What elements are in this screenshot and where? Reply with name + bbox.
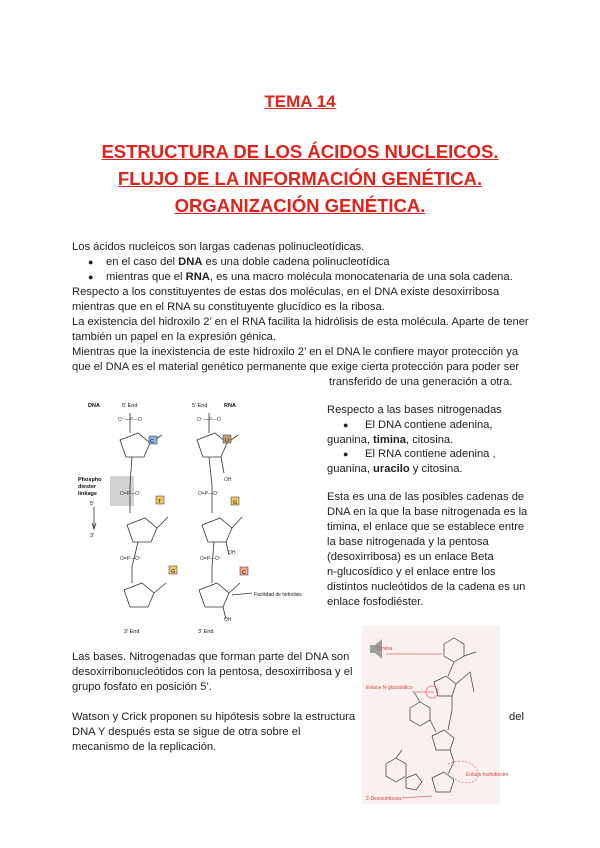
bases-rna-cont: guanina, uracilo y citosina.	[327, 463, 463, 475]
phospho-label: Phospho	[78, 477, 102, 483]
sugar-ring	[197, 433, 227, 457]
sugar-ring	[199, 583, 229, 607]
direction-label: 3'	[90, 533, 95, 539]
base-label: C	[150, 439, 154, 445]
base-label: T	[158, 499, 162, 505]
deoxyribose-label: 2-Desoxirribosa	[366, 796, 402, 802]
heading-line-2: FLUJO DE LA INFORMACIÓN GENÉTICA.	[117, 168, 483, 189]
chain-line: DNA en la que la base nitrogenada es la	[327, 506, 528, 518]
watson-line: Watson y Crick proponen su hipótesis sobre la estructura	[72, 711, 356, 723]
paragraph-line: transferido de una generación a otra.	[329, 376, 513, 388]
bases-dna-cont: guanina, timina, citosina.	[327, 434, 454, 446]
chem-text: OH	[224, 477, 232, 483]
paragraph-line: La existencia del hidroxilo 2’ en el RNA facilita la hidrólisis de esta molécula. Aparte de tener	[72, 316, 529, 328]
chem-text: O=P—O⁻	[198, 491, 220, 497]
rna-label: RNA	[224, 403, 236, 409]
bases-text-line: Las bases. Nitrogenadas que forman parte del DNA son	[72, 651, 350, 663]
chem-text: O⁻—P—O	[197, 417, 221, 423]
chain-line: Esta es una de las posibles cadenas de	[327, 491, 525, 503]
chain-line: enlace fosfodiéster.	[327, 596, 424, 608]
bullet-icon: ●	[343, 449, 349, 459]
chem-text: OH	[224, 617, 232, 623]
base-label: G	[171, 569, 176, 575]
chem-text: O=P—O⁻	[200, 556, 222, 562]
heading-line-1: ESTRUCTURA DE LOS ÁCIDOS NUCLEICOS.	[101, 141, 499, 162]
intro-line: Los ácidos nucleicos son largas cadenas polinucleotídicas.	[72, 241, 365, 253]
phospho-label: linkage	[78, 491, 97, 497]
chain-line: la base nitrogenada y la pentosa	[327, 536, 489, 548]
paragraph-line: que el DNA es el material genético permanente que exige cierta protección para poder ser	[72, 361, 520, 373]
base-label: C	[242, 570, 246, 576]
bullet-icon: ●	[343, 420, 349, 430]
chem-text: O=P—O⁻	[120, 491, 142, 497]
chain-line: timina, el enlace que se establece entre	[327, 521, 525, 533]
bullet-icon: ●	[88, 272, 94, 282]
dna-rna-structure-figure	[72, 395, 322, 645]
paragraph-line: Respecto a los constituyentes de estas dos moléculas, en el DNA existe desoxirribosa	[72, 286, 500, 298]
bases-text-line: desoxirribonucleótidos con la pentosa, desoxirribosa y el	[72, 666, 353, 678]
dna-label: DNA	[88, 403, 100, 409]
bases-title: Respecto a las bases nitrogenadas	[327, 404, 502, 416]
chain-line: n-glucosídico y el enlace entre los	[327, 566, 496, 578]
direction-label: 5'	[90, 501, 95, 507]
sugar-ring	[120, 433, 150, 457]
chain-line: (desoxirribosa) es un enlace Beta	[327, 551, 494, 563]
end-label: 3' End	[124, 629, 140, 635]
end-label: 5' End	[192, 403, 208, 409]
bullet-dna: en el caso del DNA es una doble cadena polinucleotídica	[106, 256, 390, 268]
phosphodiester-label: Enlace fosfodiester	[466, 772, 509, 778]
bases-text-line: grupo fosfato en posición 5’.	[72, 681, 212, 693]
chem-text: O⁻—P—O	[118, 417, 142, 423]
sugar-ring	[124, 583, 154, 607]
chem-text: OH	[228, 550, 236, 556]
n-bond-label: Enlace N-glucosidico	[366, 685, 413, 691]
base-label: G	[233, 500, 238, 506]
end-label: 3' End	[198, 629, 214, 635]
chem-text: O=P—O⁻	[120, 556, 142, 562]
bullet-rna: mientras que el RNA, es una macro molécula monocatenaria de una sola cadena.	[106, 271, 513, 283]
timina-label: Timina	[376, 646, 393, 652]
nucleotide-chain-figure	[362, 626, 509, 804]
heading-line-3: ORGANIZACIÓN GENÉTICA.	[174, 195, 426, 216]
sugar-ring	[127, 518, 157, 542]
base-label: U	[225, 438, 229, 444]
phospho-label: diester	[78, 484, 97, 490]
end-label: 5' End	[122, 403, 138, 409]
bases-dna: El DNA contiene adenina,	[365, 419, 493, 431]
chain-line: distintos nucleótidos de la cadena es un	[327, 581, 526, 593]
bases-rna: El RNA contiene adenina ,	[365, 448, 496, 460]
watson-line: DNA Y después esta se sigue de otra sobre el	[72, 726, 301, 738]
watson-line-end: del	[509, 711, 524, 723]
page-title: TEMA 14	[264, 92, 336, 111]
sugar-ring	[202, 518, 232, 542]
bullet-icon: ●	[88, 257, 94, 267]
hydrolysis-label: Facilidad de hidrolisis	[254, 592, 302, 598]
paragraph-line: también un papel en la expresión génica.	[72, 331, 277, 343]
paragraph-line: Mientras que la inexistencia de este hidroxilo 2’ en el DNA le confiere mayor protección ya	[72, 346, 519, 358]
watson-line: mecanismo de la replicación.	[72, 741, 217, 753]
paragraph-line: mientras que en el RNA su constituyente glucídico es la ribosa.	[72, 301, 385, 313]
